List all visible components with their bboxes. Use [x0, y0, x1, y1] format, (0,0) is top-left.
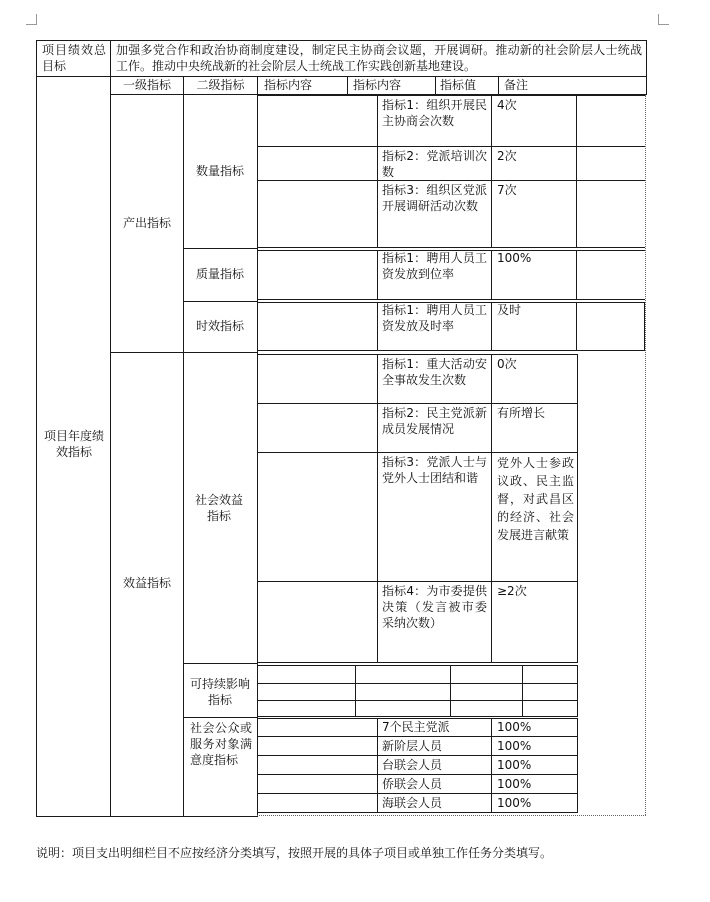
table-bottom-border: [36, 816, 257, 817]
satisfaction-item-1-value: 100%: [497, 720, 532, 734]
quantity-row2-bottom: [257, 180, 645, 181]
social-sep-text: [377, 354, 378, 663]
goal-text: 加强多党合作和政治协商制度建设，制定民主协商会议题，开展调研。推动新的社会阶层人士统战工作。推动中央统战新的社会阶层人士统战工作实践创新基地建设。: [116, 43, 642, 73]
quality-sep-value: [491, 250, 492, 300]
social-item-1-value: 0次: [497, 357, 517, 371]
level2-quality-bottom: [183, 301, 257, 302]
header-sep-note: [498, 76, 499, 95]
dotted-right-frame: [645, 95, 646, 815]
corner-mark-top-left: [26, 14, 37, 25]
level2-satisfaction: 社会公众或服务对象满意度指标: [190, 721, 252, 767]
satisfaction-item-5-value: 100%: [497, 796, 532, 810]
table-right-border: [646, 40, 647, 95]
sustain-sep-3: [522, 665, 523, 717]
level2-quantity: 数量指标: [195, 164, 244, 178]
quality-item-1-value: 100%: [497, 251, 532, 265]
social-row3-bottom: [257, 581, 578, 582]
quantity-sep-note: [576, 95, 577, 248]
satisfaction-item-2-text: 新阶层人员: [382, 739, 443, 753]
social-bottom: [257, 662, 578, 663]
sustain-sep-1: [355, 665, 356, 717]
goal-label: 项目绩效总目标: [42, 43, 106, 73]
level1-benefit: 效益指标: [122, 576, 171, 590]
social-item-2-value: 有所增长: [497, 406, 546, 420]
sustain-sep-2: [450, 665, 451, 717]
timeliness-item-1-value: 及时: [497, 303, 522, 317]
quantity-item-2-text: 指标2：党派培训次数: [382, 149, 487, 179]
satisfaction-row3-bottom: [257, 774, 578, 775]
timeliness-item-1-text: 指标1：聘用人员工资发放及时率: [382, 303, 487, 333]
social-item-4-text: 指标4：为市委提供决策（发言被市委采纳次数）: [382, 584, 487, 630]
satisfaction-item-1-text: 7个民主党派: [382, 720, 450, 734]
col-header-value: 指标值: [440, 78, 477, 92]
quantity-sep-value: [491, 95, 492, 248]
quality-sep-note: [576, 250, 577, 300]
corner-mark-top-right: [658, 14, 669, 25]
quantity-sep-text: [377, 95, 378, 248]
level2-sustain-bottom: [183, 717, 257, 718]
quality-bottom: [257, 299, 645, 300]
satisfaction-sep-text: [377, 718, 378, 813]
level2-quantity-bottom: [183, 248, 257, 249]
timeliness-sep-value: [491, 302, 492, 351]
social-sep-value: [491, 354, 492, 663]
col-header-note: 备注: [504, 78, 529, 92]
social-item-4-value: ≥2次: [497, 584, 527, 598]
social-item-1-text: 指标1：重大活动安全事故发生次数: [382, 357, 487, 387]
level2-quality: 质量指标: [195, 267, 244, 281]
satisfaction-item-3-value: 100%: [497, 758, 532, 772]
level2-social: 社会效益指标: [194, 493, 243, 523]
timeliness-right: [644, 302, 645, 351]
timeliness-bottom: [257, 350, 645, 351]
footnote: 说明：项目支出明细栏目不应按经济分类填写，按照开展的具体子项目或单独工作任务分类填写。: [36, 846, 553, 860]
annual-label: 项目年度绩效指标: [43, 429, 104, 459]
col-header-content: 指标内容: [264, 78, 313, 92]
col2-right-line: [183, 76, 184, 817]
satisfaction-bottom: [257, 812, 578, 813]
quantity-item-1-value: 4次: [497, 98, 517, 112]
output-benefit-divider: [110, 352, 257, 353]
social-right: [577, 354, 578, 663]
sustain-top: [257, 665, 578, 666]
quality-item-1-text: 指标1：聘用人员工资发放到位率: [382, 251, 487, 281]
col3-right-line: [257, 76, 258, 817]
quantity-item-2-value: 2次: [497, 149, 517, 163]
satisfaction-row4-bottom: [257, 793, 578, 794]
col-header-level2: 二级指标: [196, 78, 245, 92]
social-row2-bottom: [257, 452, 578, 453]
timeliness-sep-note: [576, 302, 577, 351]
social-item-3-value: 党外人士参政议政、民主监督，对武昌区的经济、社会发展进言献策: [497, 456, 574, 542]
level2-social-bottom: [183, 663, 257, 664]
social-top: [257, 354, 578, 355]
satisfaction-right: [577, 718, 578, 813]
satisfaction-item-5-text: 海联会人员: [382, 796, 443, 810]
social-row1-bottom: [257, 403, 578, 404]
satisfaction-item-3-text: 台联会人员: [382, 758, 443, 772]
quantity-item-3-text: 指标3：组织区党派开展调研活动次数: [382, 183, 487, 213]
table-top-border: [36, 40, 647, 41]
table-left-border: [36, 40, 37, 817]
satisfaction-row2-bottom: [257, 755, 578, 756]
quality-sep-text: [377, 250, 378, 300]
header-sep-content: [347, 76, 348, 95]
quantity-top: [257, 95, 645, 96]
satisfaction-sep-value: [491, 718, 492, 813]
quantity-item-3-value: 7次: [497, 183, 517, 197]
sustain-right: [577, 665, 578, 717]
col1-right-line: [110, 40, 111, 817]
quantity-row1-bottom: [257, 146, 645, 147]
dotted-bottom-frame: [257, 815, 646, 816]
social-item-2-text: 指标2：民主党派新成员发展情况: [382, 406, 487, 436]
level2-timeliness: 时效指标: [195, 319, 244, 333]
level1-output: 产出指标: [122, 216, 171, 230]
quantity-row3-bottom: [257, 247, 645, 248]
satisfaction-item-4-value: 100%: [497, 777, 532, 791]
sustain-row2-bottom: [257, 700, 578, 701]
satisfaction-item-4-text: 侨联会人员: [382, 777, 443, 791]
quantity-item-1-text: 指标1：组织开展民主协商会次数: [382, 98, 487, 128]
social-item-3-text: 指标3：党派人士与党外人士团结和谐: [382, 455, 487, 485]
header-sep-value: [435, 76, 436, 95]
satisfaction-item-2-value: 100%: [497, 739, 532, 753]
sustain-row1-bottom: [257, 683, 578, 684]
col-header-level1: 一级指标: [122, 78, 171, 92]
col-header-content2: 指标内容: [353, 78, 402, 92]
satisfaction-row1-bottom: [257, 736, 578, 737]
timeliness-sep-text: [377, 302, 378, 351]
level2-sustain: 可持续影响指标: [190, 677, 251, 707]
sustain-bottom: [257, 716, 578, 717]
